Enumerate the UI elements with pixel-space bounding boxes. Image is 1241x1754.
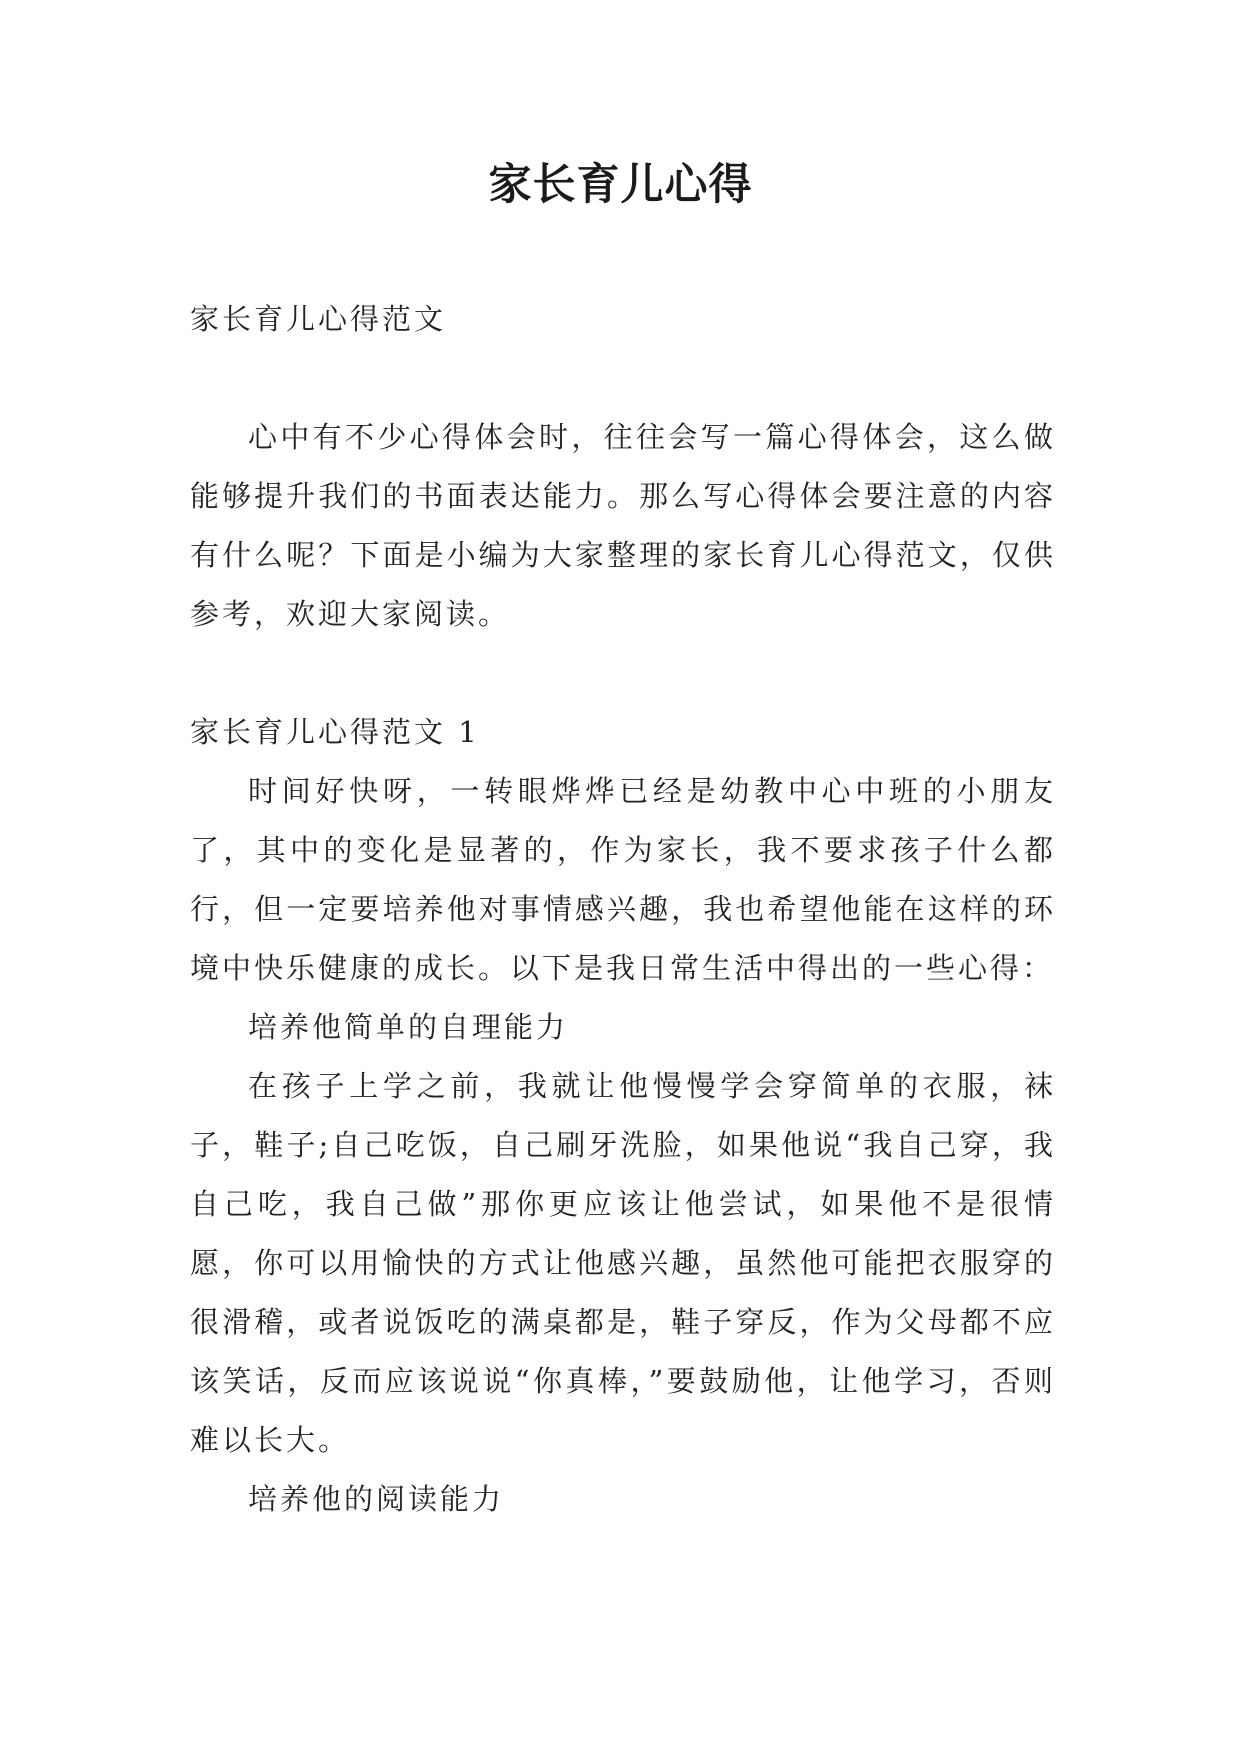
spacer [190,644,1056,703]
intro-paragraph: 心中有不少心得体会时，往往会写一篇心得体会，这么做能够提升我们的书面表达能力。那么写心得体会要注意的内容有什么呢？下面是小编为大家整理的家长育儿心得范文，仅供参考，欢迎大家阅读。 [190,420,1056,631]
body-paragraph: 时间好快呀，一转眼烨烨已经是幼教中心中班的小朋友了，其中的变化是显著的，作为家长，我不要求孩子什么都行，但一定要培养他对事情感兴趣，我也希望他能在这样的环境中快乐健康的成长。以下是我日常生活中得出的一些心得： [190,774,1056,985]
body-paragraph: 在孩子上学之前，我就让他慢慢学会穿简单的衣服，袜子，鞋子;自己吃饭，自己刷牙洗脸，如果他说“我自己穿，我自己吃，我自己做”那你更应该让他尝试，如果他不是很情愿，你可以用愉快的方式让他感兴趣，虽然他可能把衣服穿的很滑稽，或者说饭吃的满桌都是，鞋子穿反，作为父母都不应该笑话，反而应该说说“你真棒，”要鼓励他，让他学习，否则难以长大。 [190,1069,1056,1457]
sub-heading: 培养他的阅读能力 [248,1482,505,1516]
document-body [190,290,1056,1529]
document-subtitle: 家长育儿心得范文 [190,302,447,336]
section-heading: 家长育儿心得范文 1 [190,715,480,749]
document-title: 家长育儿心得 [488,160,753,210]
spacer [190,349,1056,408]
sub-heading: 培养他简单的自理能力 [248,1010,569,1044]
